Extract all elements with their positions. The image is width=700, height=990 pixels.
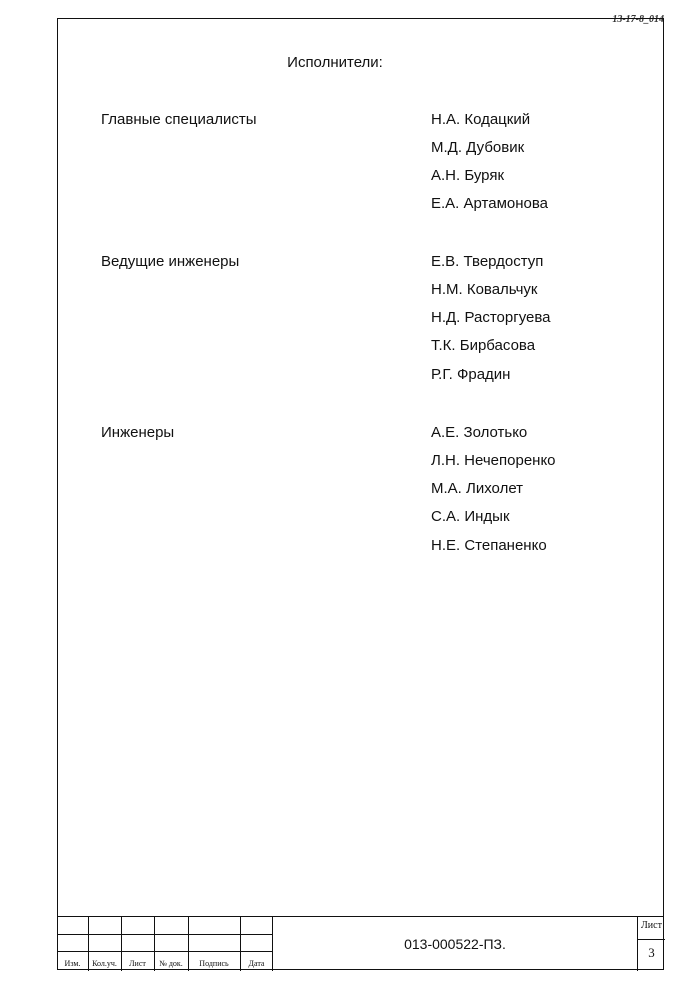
member-name: С.А. Индык (431, 508, 510, 525)
stamp-col-date: Дата (248, 959, 265, 968)
stamp-col-izm: Изм. (64, 959, 81, 968)
title-block (57, 916, 664, 970)
member-name: Н.Д. Расторгуева (431, 309, 551, 326)
corner-code: 13-17-8_014 (612, 14, 664, 25)
member-name: Р.Г. Фрадин (431, 366, 511, 383)
member-name: Н.Е. Степаненко (431, 537, 547, 554)
group-title-chief-specialists: Главные специалисты (101, 111, 257, 128)
page-title: Исполнители: (287, 54, 383, 71)
group-title-lead-engineers: Ведущие инженеры (101, 253, 240, 270)
stamp-col-kol-uch: Кол.уч. (92, 959, 117, 968)
member-name: М.А. Лихолет (431, 480, 524, 497)
document-code: 013-000522-ПЗ. (404, 936, 506, 952)
revision-grid (57, 917, 273, 971)
member-name: А.Е. Золотько (431, 424, 528, 441)
member-name: Е.В. Твердоступ (431, 253, 544, 270)
stamp-col-list: Лист (129, 959, 146, 968)
stamp-col-doc-no: № док. (159, 959, 183, 968)
group-title-engineers: Инженеры (101, 424, 175, 441)
sheet-box (637, 917, 664, 971)
page-frame (57, 18, 664, 970)
member-name: М.Д. Дубовик (431, 139, 525, 156)
stamp-col-signature: Подпись (199, 959, 229, 968)
member-name: Т.К. Бирбасова (431, 337, 536, 354)
member-name: А.Н. Буряк (431, 167, 505, 184)
member-name: Е.А. Артамонова (431, 195, 548, 212)
sheet-label: Лист (641, 920, 662, 931)
sheet-number: 3 (648, 945, 655, 960)
member-name: Л.Н. Нечепоренко (431, 452, 556, 469)
member-name: Н.А. Кодацкий (431, 111, 531, 128)
member-name: Н.М. Ковальчук (431, 281, 538, 298)
